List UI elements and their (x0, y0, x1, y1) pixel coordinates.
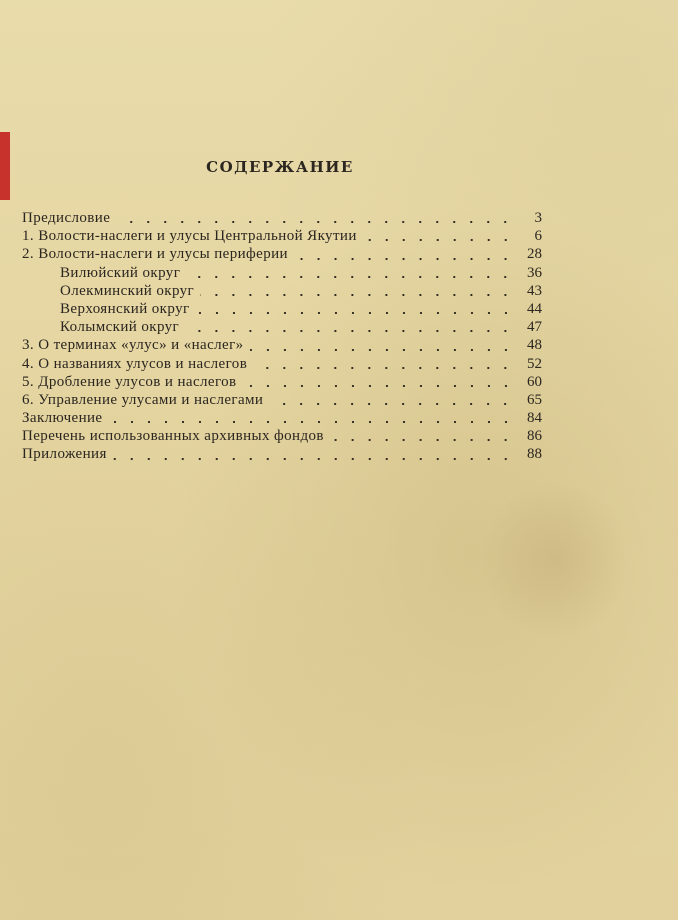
toc-entry-page: 84 (527, 410, 542, 427)
toc-entry-label: Приложения (22, 446, 107, 463)
dot-leader (109, 421, 515, 423)
toc-entry-page: 65 (527, 391, 542, 408)
toc-entry-preface (22, 209, 542, 227)
toc-entry-label: Перечень использованных архивных фондов (22, 428, 324, 445)
dot-leader (330, 439, 514, 441)
toc-entry-chapter-6 (22, 391, 542, 409)
dot-leader (269, 403, 514, 405)
toc-entry-archive-list (22, 427, 542, 445)
dot-leader (200, 294, 514, 296)
toc-entry-label: Заключение (22, 410, 103, 427)
toc-entry-label: 4. О названиях улусов и наслегов (22, 355, 248, 372)
toc-entry-label: 5. Дробление улусов и наслегов (22, 373, 237, 390)
toc-entry-label: Олекминский округ (60, 282, 195, 299)
toc-entry-page: 60 (527, 373, 542, 390)
toc-entry-chapter-3 (22, 336, 542, 354)
toc-entry-label: 2. Волости-наслеги и улусы периферии (22, 246, 288, 263)
toc-entry-page: 3 (534, 210, 542, 226)
toc-entry-chapter-4 (22, 355, 542, 373)
dot-leader (294, 258, 514, 260)
table-of-contents (22, 209, 542, 464)
dot-leader (186, 276, 514, 278)
toc-entry-label: Вилюйский округ (60, 264, 181, 281)
dot-leader (253, 367, 514, 369)
toc-entry-appendices (22, 445, 542, 463)
dot-leader (116, 221, 514, 223)
toc-entry-page: 52 (527, 355, 542, 372)
toc-entry-olekma-okrug (22, 282, 542, 300)
toc-entry-verkhoyansk-okrug (22, 300, 542, 318)
toc-entry-label: Колымский округ (60, 319, 180, 336)
toc-entry-label: 3. О терминах «улус» и «наслег» (22, 337, 244, 354)
toc-entry-page: 47 (527, 319, 542, 336)
toc-entry-label: Предисловие (22, 210, 111, 226)
toc-entry-label: 6. Управление улусами и наслегами (22, 391, 264, 408)
dot-leader (363, 239, 514, 241)
dot-leader (243, 385, 514, 387)
paper-stain (480, 480, 630, 640)
toc-entry-label: 1. Волости-наслеги и улусы Центральной Якутии (22, 228, 357, 245)
toc-entry-page: 48 (527, 337, 542, 354)
toc-entry-page: 36 (527, 264, 542, 281)
dot-leader (250, 349, 514, 351)
toc-entry-page: 28 (527, 246, 542, 263)
page-title: СОДЕРЖАНИЕ (206, 158, 354, 176)
toc-entry-label: Верхоянский округ (60, 300, 190, 317)
toc-entry-page: 44 (527, 300, 542, 317)
toc-entry-page: 88 (527, 446, 542, 463)
toc-entry-page: 86 (527, 428, 542, 445)
toc-entry-chapter-2 (22, 245, 542, 263)
dot-leader (196, 312, 514, 314)
toc-entry-page: 6 (534, 228, 542, 245)
toc-entry-chapter-1 (22, 227, 542, 245)
toc-entry-page: 43 (527, 282, 542, 299)
toc-entry-kolyma-okrug (22, 318, 542, 336)
dot-leader (113, 458, 514, 460)
toc-entry-chapter-5 (22, 373, 542, 391)
toc-entry-viluy-okrug (22, 264, 542, 282)
dot-leader (185, 330, 514, 332)
toc-entry-conclusion (22, 409, 542, 427)
